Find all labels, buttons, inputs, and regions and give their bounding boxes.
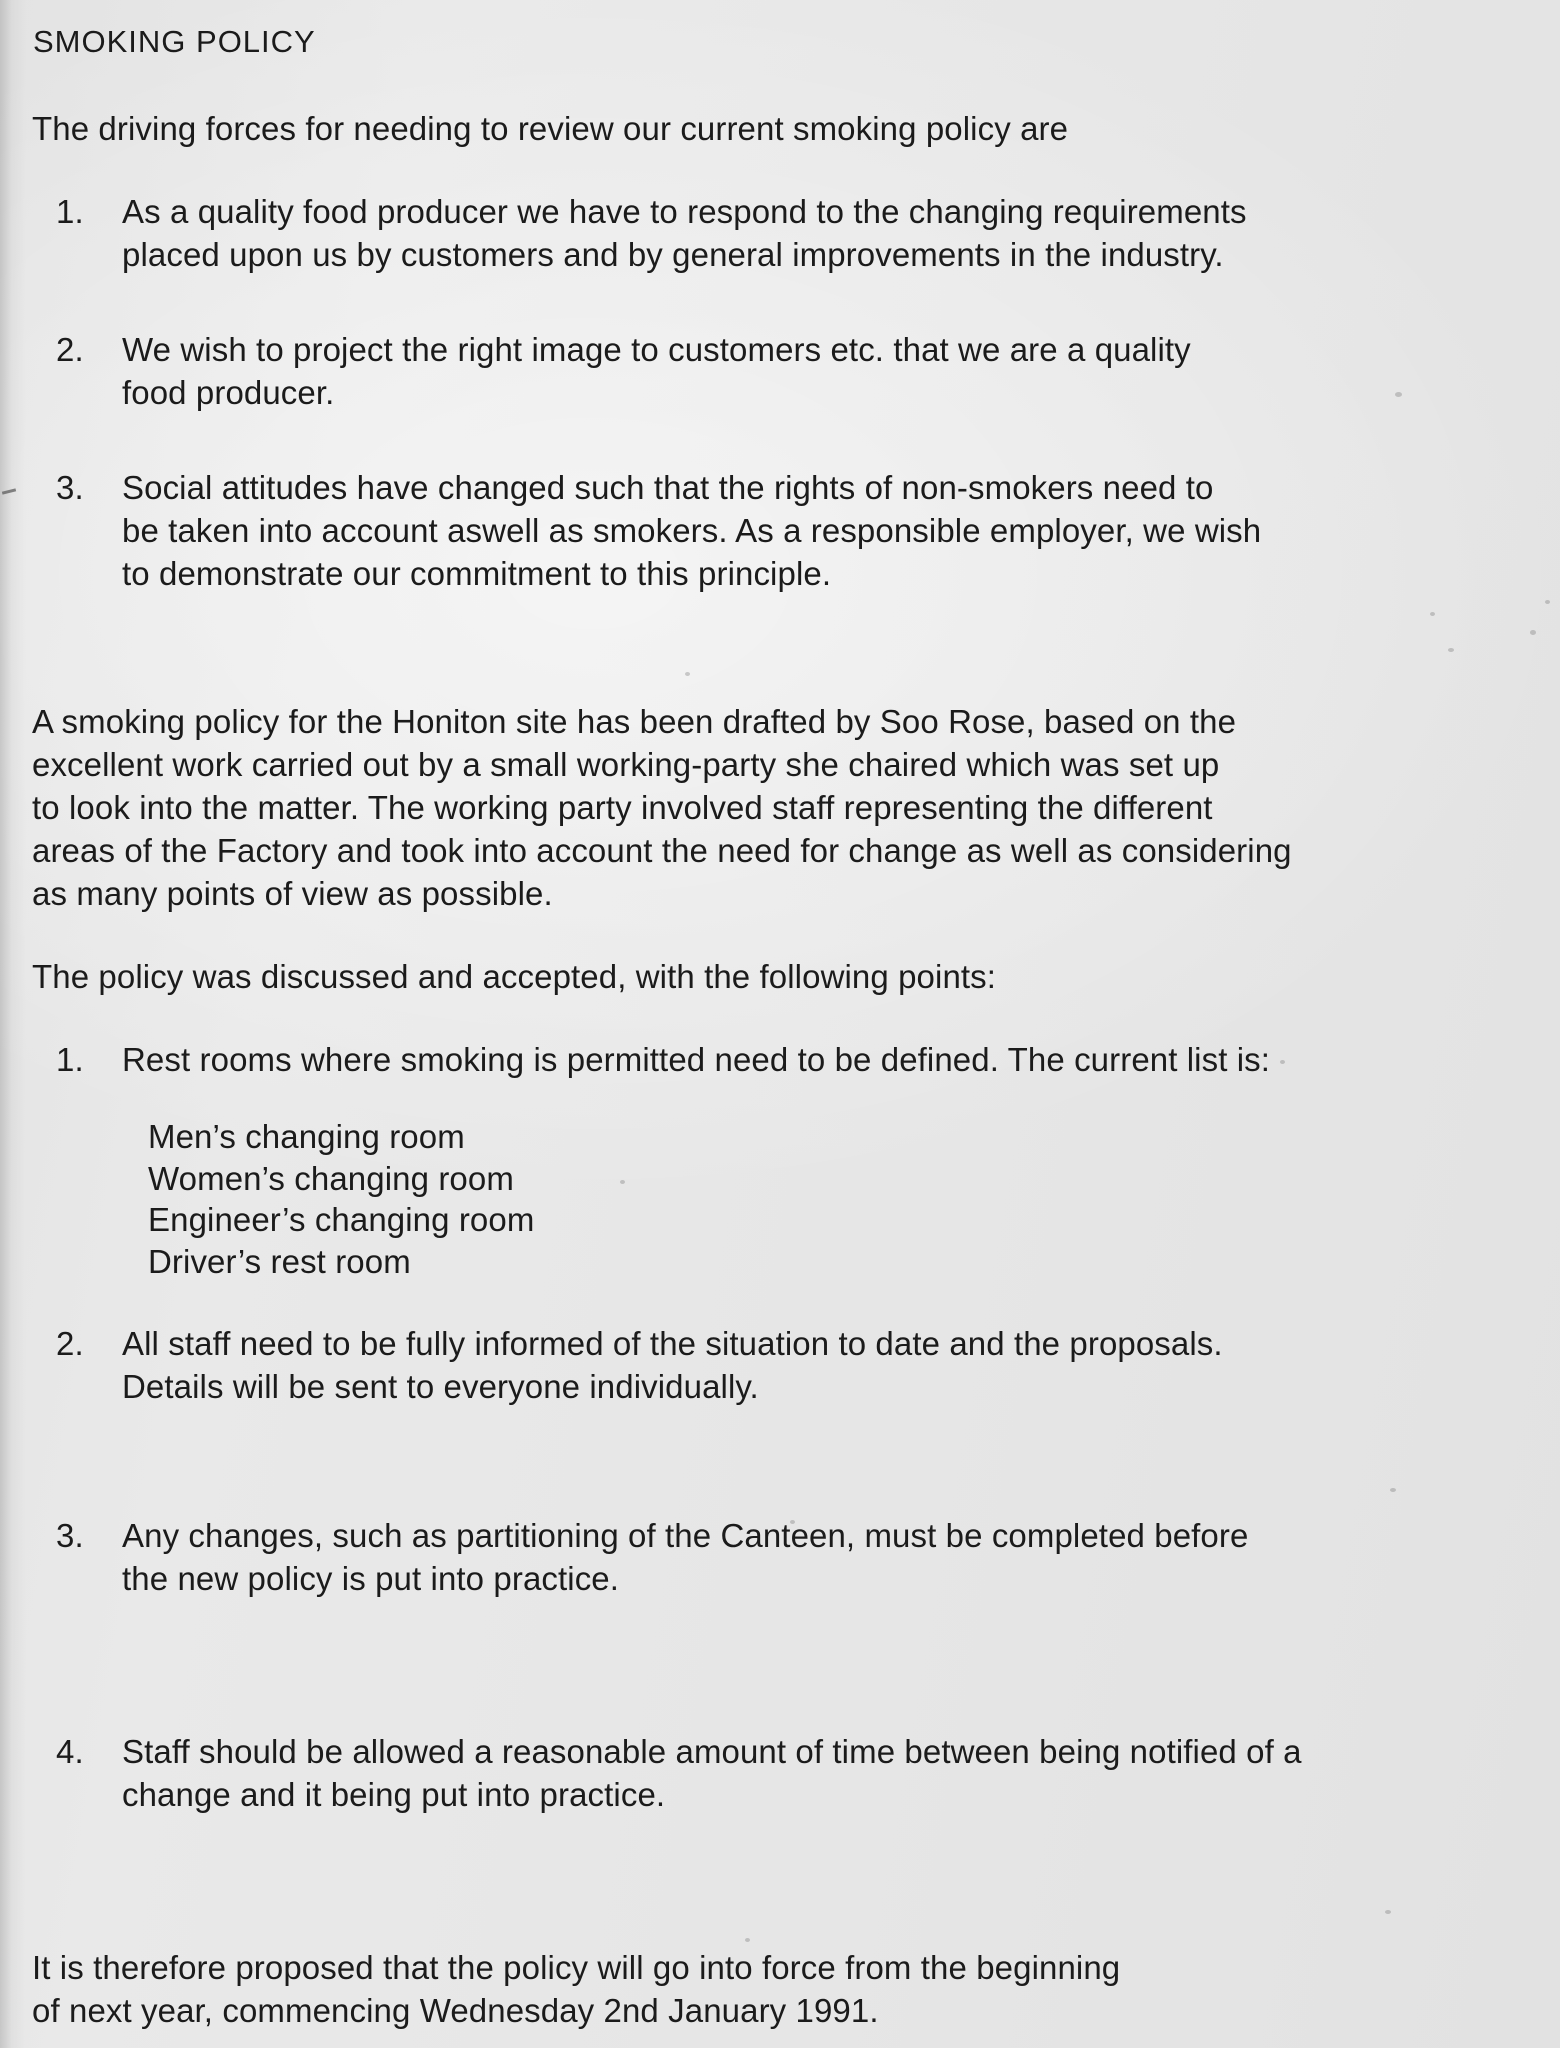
list-item: Driver’s rest room	[148, 1243, 411, 1281]
page-title: SMOKING POLICY	[33, 24, 316, 59]
text-line: food producer.	[122, 373, 335, 411]
list-item-body	[122, 191, 1500, 277]
list-item	[30, 329, 1500, 415]
text-line: We wish to project the right image to customers etc. that we are a quality	[122, 330, 1191, 368]
points-intro: The policy was discussed and accepted, with the following points:	[32, 957, 997, 995]
spacer	[30, 1851, 1500, 1947]
text-line: Social attitudes have changed such that the rights of non-smokers need to	[122, 468, 1214, 506]
text-line: As a quality food producer we have to respond to the changing requirements	[122, 193, 1247, 231]
text-line: areas of the Factory and took into account the need for change as well as considering	[32, 832, 1292, 870]
list-item-number: 2.	[56, 1325, 84, 1363]
list-item-body	[122, 1731, 1500, 1817]
list-item-body	[122, 1323, 1500, 1409]
scan-speck	[1530, 630, 1536, 635]
text-line: to look into the matter. The working party involved staff representing the different	[32, 789, 1213, 827]
text-line: excellent work carried out by a small working-party she chaired which was set up	[32, 746, 1220, 784]
spacer	[30, 629, 1500, 701]
text-line: All staff need to be fully informed of the situation to date and the proposals.	[122, 1325, 1223, 1363]
text-line: Rest rooms where smoking is permitted need to be defined. The current list is:	[122, 1040, 1271, 1078]
text-line: Any changes, such as partitioning of the Canteen, must be completed before	[122, 1517, 1249, 1555]
list-item	[30, 1323, 1500, 1409]
spacer	[30, 1283, 1500, 1323]
text-line: the new policy is put into practice.	[122, 1559, 620, 1597]
list-item	[30, 467, 1500, 596]
text-line: change and it being put into practice.	[122, 1775, 666, 1813]
closing-paragraph	[32, 1947, 1500, 2033]
spacer	[30, 311, 1500, 329]
text-line: to demonstrate our commitment to this principle.	[122, 554, 832, 592]
text-line: as many points of view as possible.	[32, 874, 553, 912]
text-line: It is therefore proposed that the policy will go into force from the beginning	[32, 1948, 1121, 1986]
list-item	[30, 1731, 1500, 1817]
list-item	[30, 1039, 1500, 1082]
text-line: be taken into account aswell as smokers. As a responsible employer, we wish	[122, 511, 1262, 549]
list-item: Men’s changing room	[148, 1117, 465, 1155]
list-item: Engineer’s changing room	[148, 1201, 535, 1239]
list-item-number: 1.	[56, 193, 84, 231]
accepted-points-list	[30, 1039, 1500, 1817]
text-line: placed upon us by customers and by general improvements in the industry.	[122, 236, 1224, 274]
intro-paragraph: The driving forces for needing to review our current smoking policy are	[32, 110, 1069, 148]
spacer	[30, 449, 1500, 467]
scan-speck	[1545, 600, 1550, 604]
document-content	[30, 22, 1500, 2032]
text-line: Staff should be allowed a reasonable amount of time between being notified of a	[122, 1732, 1302, 1770]
list-item-number: 3.	[56, 468, 84, 506]
spacer	[30, 1443, 1500, 1515]
list-item-body	[122, 329, 1500, 415]
list-item-body	[122, 1515, 1500, 1601]
list-item-body	[122, 467, 1500, 596]
list-item-number: 1.	[56, 1040, 84, 1078]
driving-forces-list	[30, 191, 1500, 595]
list-item-number: 2.	[56, 330, 84, 368]
text-line: Details will be sent to everyone individually.	[122, 1368, 759, 1406]
text-line: A smoking policy for the Honiton site has been drafted by Soo Rose, based on the	[32, 703, 1237, 741]
list-item-number: 4.	[56, 1732, 84, 1770]
list-item	[30, 1515, 1500, 1601]
spacer	[30, 1635, 1500, 1731]
list-item: Women’s changing room	[148, 1159, 514, 1197]
permitted-rooms-list	[148, 1116, 1500, 1284]
background-paragraph	[32, 701, 1500, 915]
text-line: of next year, commencing Wednesday 2nd January 1991.	[32, 1991, 879, 2029]
list-item-body	[122, 1039, 1500, 1082]
stray-pencil-mark	[2, 488, 16, 494]
list-item-number: 3.	[56, 1517, 84, 1555]
list-item	[30, 191, 1500, 277]
